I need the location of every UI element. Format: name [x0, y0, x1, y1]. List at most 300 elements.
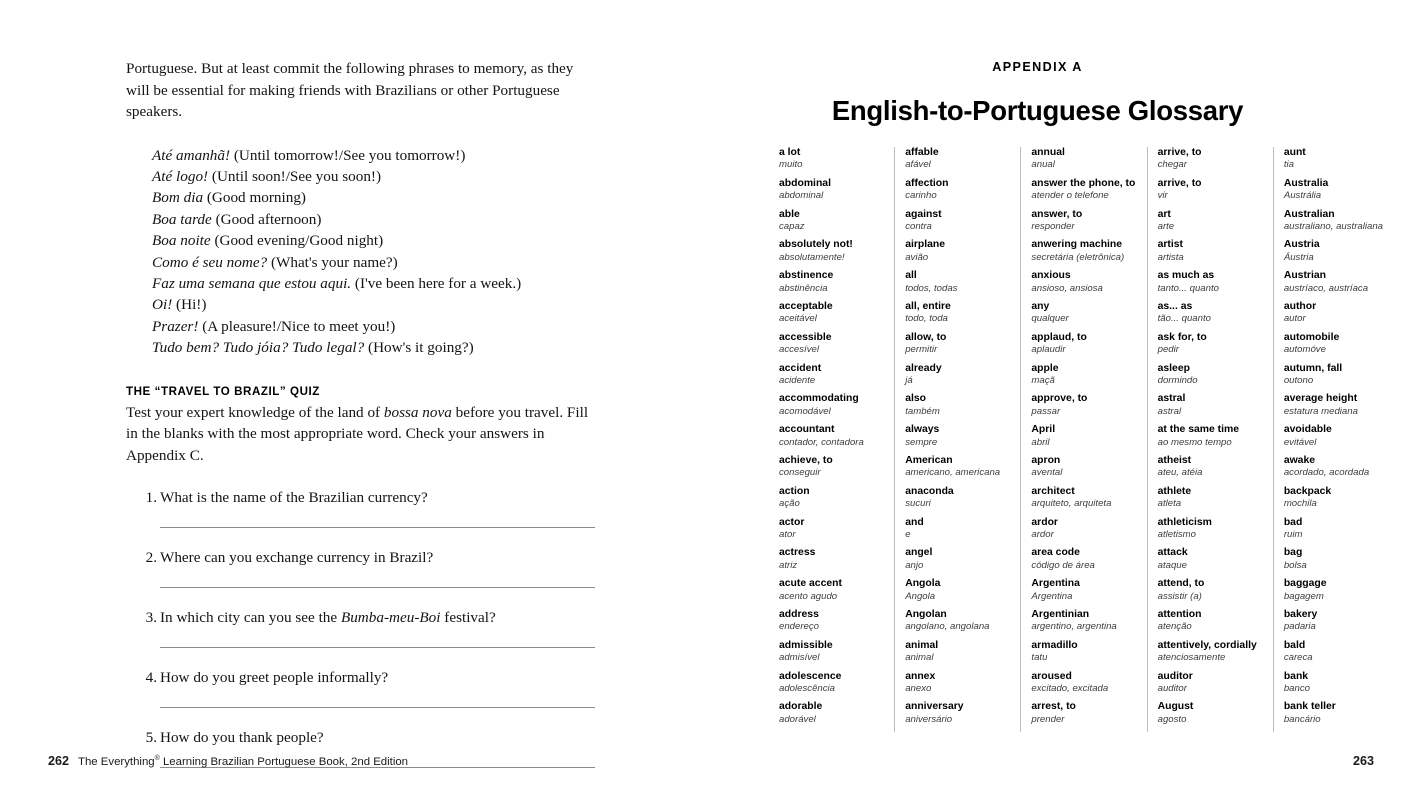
- glossary-entry: [905, 455, 1013, 480]
- glossary-term-portuguese: avião: [905, 251, 929, 263]
- glossary-term-portuguese: artista: [1157, 251, 1184, 263]
- glossary-term-english: avoidable: [1283, 424, 1332, 436]
- phrase-item: [152, 187, 596, 208]
- glossary-term-english: achieve, to: [779, 454, 833, 466]
- glossary-entry: [905, 301, 1013, 326]
- glossary-term-portuguese: ataque: [1157, 559, 1187, 571]
- glossary-term-english: anxious: [1031, 270, 1071, 282]
- phrase-portuguese: Boa tarde: [152, 210, 212, 228]
- glossary-term-portuguese: aceitável: [779, 313, 817, 325]
- phrase-item: [152, 294, 596, 315]
- glossary-term-portuguese: atenciosamente: [1157, 652, 1226, 664]
- quiz-question: [126, 548, 596, 568]
- glossary-term-english: accessible: [779, 331, 832, 343]
- glossary-term-english: bag: [1283, 547, 1303, 559]
- glossary-term-portuguese: arquiteto, arquiteta: [1031, 498, 1112, 510]
- phrase-item: [152, 316, 596, 337]
- book-title-after: Learning Brazilian Portuguese Book, 2nd Edition: [159, 756, 409, 768]
- quiz-question-number: 4.: [145, 669, 157, 687]
- right-page-number: 263: [1352, 754, 1374, 768]
- appendix-label: APPENDIX A: [992, 60, 1083, 74]
- quiz-question: [126, 728, 596, 748]
- left-page-content: [126, 58, 596, 788]
- quiz-question-text: How do you greet people informally?: [160, 669, 389, 687]
- body-paragraph: Portuguese. But at least commit the following phrases to memory, as they will be essential for making friends with Brazilians or other Portuguese speakers.: [126, 60, 574, 120]
- left-page-footer: [48, 754, 408, 768]
- answer-blank-line[interactable]: [160, 587, 595, 588]
- glossary-term-english: always: [905, 424, 940, 436]
- glossary-term-portuguese: bagagem: [1283, 590, 1324, 602]
- glossary-entry: [1284, 424, 1392, 449]
- quiz-question-number: 2.: [145, 549, 157, 567]
- glossary-entry: [1031, 609, 1139, 634]
- quiz-question-number: 1.: [145, 489, 157, 507]
- glossary-entry: [1031, 640, 1139, 665]
- glossary-term-english: Australian: [1283, 208, 1335, 220]
- glossary-entry: [1158, 147, 1266, 172]
- glossary-entry: [905, 578, 1013, 603]
- glossary-entry: [905, 547, 1013, 572]
- glossary-term-english: author: [1283, 300, 1317, 312]
- glossary-entry: [1031, 424, 1139, 449]
- book-title-before: The Everything: [78, 756, 155, 768]
- glossary-term-portuguese: passar: [1031, 405, 1061, 417]
- glossary-entry: [1031, 178, 1139, 203]
- glossary-entry: [1158, 393, 1266, 418]
- glossary-term-english: able: [779, 208, 800, 220]
- glossary-term-english: animal: [905, 639, 939, 651]
- glossary-entry: [1158, 578, 1266, 603]
- glossary-entry: [1158, 363, 1266, 388]
- glossary-entry: [779, 701, 887, 726]
- glossary-entry: [779, 547, 887, 572]
- glossary-term-english: adolescence: [779, 670, 842, 682]
- glossary-term-portuguese: todo, toda: [905, 313, 948, 325]
- phrase-english: (Hi!): [172, 296, 207, 314]
- glossary-term-portuguese: ruim: [1283, 528, 1303, 540]
- answer-blank-line[interactable]: [160, 647, 595, 648]
- quiz-question-italic-term: Bumba-meu-Boi: [340, 609, 441, 627]
- phrase-item: [152, 337, 596, 358]
- glossary-term-portuguese: acordado, acordada: [1283, 467, 1370, 479]
- glossary-term-english: acute accent: [779, 578, 842, 590]
- glossary-term-portuguese: outono: [1283, 374, 1314, 386]
- glossary-term-portuguese: atriz: [779, 559, 798, 571]
- glossary-term-portuguese: tão... quanto: [1157, 313, 1211, 325]
- glossary-term-english: bank teller: [1283, 701, 1336, 713]
- glossary-term-portuguese: sempre: [905, 436, 938, 448]
- glossary-term-english: actress: [779, 547, 816, 559]
- glossary-entry: [1158, 332, 1266, 357]
- glossary-term-portuguese: argentino, argentina: [1031, 621, 1117, 633]
- glossary-entry: [1284, 671, 1392, 696]
- glossary-term-english: answer, to: [1031, 208, 1083, 220]
- glossary-term-portuguese: animal: [905, 652, 934, 664]
- glossary-term-portuguese: bolsa: [1283, 559, 1307, 571]
- glossary-term-english: any: [1031, 300, 1050, 312]
- glossary-entry: [1031, 270, 1139, 295]
- glossary-term-portuguese: Argentina: [1031, 590, 1073, 602]
- glossary-entry: [905, 178, 1013, 203]
- glossary-entry: [1158, 517, 1266, 542]
- glossary-term-portuguese: permitir: [905, 344, 938, 356]
- phrase-portuguese: Prazer!: [152, 317, 199, 335]
- glossary-entry: [1031, 332, 1139, 357]
- glossary-term-portuguese: contador, contadora: [779, 436, 864, 448]
- glossary-term-portuguese: tia: [1283, 159, 1294, 171]
- glossary-entry: [779, 363, 887, 388]
- glossary-term-english: accountant: [779, 424, 835, 436]
- glossary-term-english: abstinence: [779, 270, 834, 282]
- quiz-question: [126, 488, 596, 508]
- glossary-term-english: a lot: [779, 147, 801, 158]
- glossary-term-portuguese: capaz: [779, 221, 805, 232]
- phrase-item: [152, 145, 596, 166]
- glossary-entry: [1284, 547, 1392, 572]
- glossary-entry: [1031, 239, 1139, 264]
- glossary-term-portuguese: australiano, australiana: [1283, 221, 1384, 232]
- glossary-term-english: bad: [1283, 516, 1303, 528]
- glossary-column: [1274, 147, 1399, 732]
- glossary-term-portuguese: agosto: [1157, 713, 1187, 725]
- glossary-term-english: ask for, to: [1157, 331, 1207, 343]
- glossary-grid: [779, 147, 1399, 732]
- answer-blank-line[interactable]: [160, 707, 595, 708]
- glossary-term-portuguese: atletismo: [1157, 528, 1196, 540]
- glossary-entry: [905, 270, 1013, 295]
- glossary-term-english: accident: [779, 362, 822, 374]
- phrase-portuguese: Até logo!: [152, 167, 209, 185]
- glossary-entry: [1031, 671, 1139, 696]
- glossary-term-english: admissible: [779, 639, 833, 651]
- glossary-term-portuguese: prender: [1031, 713, 1065, 725]
- glossary-term-english: April: [1031, 424, 1056, 436]
- glossary-term-portuguese: autor: [1283, 313, 1306, 325]
- glossary-term-portuguese: e: [905, 528, 911, 540]
- glossary-term-portuguese: conseguir: [779, 467, 821, 479]
- glossary-term-english: approve, to: [1031, 393, 1088, 405]
- glossary-entry: [779, 640, 887, 665]
- glossary-term-english: applaud, to: [1031, 331, 1087, 343]
- glossary-entry: [779, 239, 887, 264]
- glossary-term-english: anaconda: [905, 485, 954, 497]
- glossary-term-portuguese: evitável: [1283, 436, 1317, 448]
- glossary-term-english: art: [1157, 208, 1171, 220]
- glossary-entry: [1158, 547, 1266, 572]
- glossary-entry: [1158, 178, 1266, 203]
- quiz-question-text-after: festival?: [440, 609, 496, 627]
- glossary-term-english: affection: [905, 177, 949, 189]
- glossary-term-english: ardor: [1031, 516, 1058, 528]
- phrase-list: [126, 145, 596, 359]
- glossary-term-english: Austrian: [1283, 270, 1326, 282]
- glossary-entry: [779, 455, 887, 480]
- quiz-intro-before: Test your expert knowledge of the land of: [126, 403, 384, 421]
- glossary-entry: [1158, 270, 1266, 295]
- glossary-term-portuguese: accesível: [779, 344, 819, 356]
- glossary-term-portuguese: adolescência: [779, 682, 836, 694]
- phrase-item: [152, 209, 596, 230]
- glossary-term-english: also: [905, 393, 926, 405]
- phrase-english: (I've been here for a week.): [351, 274, 522, 292]
- glossary-term-portuguese: acomodável: [779, 405, 831, 417]
- glossary-term-portuguese: tatu: [1031, 652, 1048, 664]
- glossary-term-english: Angolan: [905, 608, 947, 620]
- glossary-term-english: abdominal: [779, 177, 831, 189]
- glossary-term-portuguese: automóve: [1283, 344, 1326, 356]
- glossary-term-english: action: [779, 485, 810, 497]
- glossary-term-portuguese: qualquer: [1031, 313, 1069, 325]
- glossary-term-english: angel: [905, 547, 933, 559]
- glossary-entry: [1284, 209, 1392, 234]
- glossary-term-english: armadillo: [1031, 639, 1078, 651]
- glossary-term-portuguese: todos, todas: [905, 282, 958, 294]
- glossary-entry: [1158, 239, 1266, 264]
- glossary-term-english: area code: [1031, 547, 1080, 559]
- phrase-item: [152, 252, 596, 273]
- glossary-term-portuguese: código de área: [1031, 559, 1095, 571]
- glossary-term-portuguese: sucuri: [905, 498, 931, 510]
- glossary-entry: [1158, 701, 1266, 726]
- glossary-entry: [1031, 578, 1139, 603]
- glossary-term-portuguese: atleta: [1157, 498, 1182, 510]
- glossary-term-english: baggage: [1283, 578, 1327, 590]
- right-page: [711, 0, 1422, 800]
- glossary-entry: [1031, 547, 1139, 572]
- left-page-number: 262: [48, 754, 70, 768]
- glossary-entry: [905, 147, 1013, 172]
- glossary-term-english: annex: [905, 670, 936, 682]
- glossary-term-portuguese: acento agudo: [779, 590, 838, 602]
- glossary-term-portuguese: endereço: [779, 621, 820, 633]
- glossary-term-portuguese: arte: [1157, 221, 1175, 232]
- glossary-entry: [905, 209, 1013, 234]
- glossary-term-portuguese: contra: [905, 221, 932, 232]
- glossary-entry: [779, 301, 887, 326]
- glossary-term-portuguese: absolutamente!: [779, 251, 845, 263]
- glossary-term-portuguese: ação: [779, 498, 800, 510]
- glossary-term-portuguese: austríaco, austríaca: [1283, 282, 1369, 294]
- glossary-term-english: attentively, cordially: [1157, 639, 1257, 651]
- glossary-entry: [1031, 363, 1139, 388]
- glossary-term-portuguese: já: [905, 374, 913, 386]
- glossary-entry: [779, 578, 887, 603]
- glossary-term-portuguese: abril: [1031, 436, 1050, 448]
- glossary-entry: [779, 517, 887, 542]
- glossary-term-english: Argentina: [1031, 578, 1080, 590]
- quiz-question-text: Where can you exchange currency in Brazil?: [160, 549, 434, 567]
- phrase-portuguese: Bom dia: [152, 189, 204, 207]
- glossary-term-english: attention: [1157, 608, 1202, 620]
- glossary-term-english: airplane: [905, 239, 946, 251]
- glossary-column: [1021, 147, 1147, 732]
- glossary-term-english: atheist: [1157, 454, 1192, 466]
- glossary-entry: [779, 609, 887, 634]
- glossary-entry: [779, 671, 887, 696]
- glossary-entry: [1284, 363, 1392, 388]
- glossary-entry: [905, 424, 1013, 449]
- trademark-symbol: ®: [154, 755, 160, 763]
- glossary-entry: [1284, 301, 1392, 326]
- glossary-term-portuguese: Áustria: [1283, 251, 1314, 263]
- glossary-entry: [1284, 239, 1392, 264]
- glossary-term-english: automobile: [1283, 331, 1340, 343]
- quiz-intro: [126, 402, 596, 467]
- glossary-term-portuguese: responder: [1031, 221, 1075, 232]
- glossary-term-english: Austria: [1283, 239, 1320, 251]
- glossary-term-portuguese: estatura mediana: [1283, 405, 1358, 417]
- glossary-term-english: Angola: [905, 578, 941, 590]
- glossary-term-portuguese: atender o telefone: [1031, 190, 1109, 202]
- glossary-term-english: absolutely not!: [779, 239, 853, 251]
- glossary-term-english: address: [779, 608, 819, 620]
- glossary-term-portuguese: avental: [1031, 467, 1063, 479]
- glossary-term-english: allow, to: [905, 331, 947, 343]
- glossary-term-portuguese: anjo: [905, 559, 924, 571]
- quiz-question-number: 3.: [145, 609, 157, 627]
- glossary-term-english: bald: [1283, 639, 1306, 651]
- glossary-entry: [1158, 209, 1266, 234]
- phrase-english: (What's your name?): [267, 253, 398, 271]
- glossary-column: [1148, 147, 1274, 732]
- glossary-term-portuguese: pedir: [1157, 344, 1179, 356]
- glossary-entry: [1284, 701, 1392, 726]
- glossary-entry: [1158, 424, 1266, 449]
- quiz-question: [126, 668, 596, 688]
- glossary-term-portuguese: padaria: [1283, 621, 1316, 633]
- phrase-english: (Good afternoon): [211, 210, 322, 228]
- glossary-term-portuguese: adorável: [779, 713, 816, 725]
- glossary-entry: [1158, 455, 1266, 480]
- glossary-term-english: annual: [1031, 147, 1065, 158]
- glossary-term-english: arrest, to: [1031, 701, 1076, 713]
- quiz-question-list: [126, 488, 596, 768]
- phrase-english: (How's it going?): [364, 339, 474, 357]
- glossary-term-english: Argentinian: [1031, 608, 1090, 620]
- phrase-portuguese: Como é seu nome?: [152, 253, 268, 271]
- glossary-entry: [1158, 486, 1266, 511]
- glossary-entry: [1031, 517, 1139, 542]
- glossary-entry: [779, 270, 887, 295]
- glossary-term-portuguese: ateu, atéia: [1157, 467, 1203, 479]
- glossary-term-english: backpack: [1283, 485, 1332, 497]
- glossary-entry: [1284, 455, 1392, 480]
- glossary-entry: [905, 239, 1013, 264]
- glossary-term-portuguese: anexo: [905, 682, 932, 694]
- glossary-term-english: bank: [1283, 670, 1309, 682]
- glossary-term-portuguese: carinho: [905, 190, 937, 202]
- glossary-term-english: and: [905, 516, 924, 528]
- glossary-entry: [779, 178, 887, 203]
- glossary-term-portuguese: ator: [779, 528, 796, 540]
- glossary-term-english: as much as: [1157, 270, 1215, 282]
- glossary-term-english: accommodating: [779, 393, 859, 405]
- glossary-term-english: athleticism: [1157, 516, 1212, 528]
- phrase-english: (A pleasure!/Nice to meet you!): [198, 317, 396, 335]
- glossary-term-english: autumn, fall: [1283, 362, 1343, 374]
- glossary-term-english: arrive, to: [1157, 177, 1202, 189]
- glossary-term-portuguese: ardor: [1031, 528, 1054, 540]
- page-title: English-to-Portuguese Glossary: [831, 95, 1244, 126]
- phrase-english: (Good evening/Good night): [210, 232, 384, 250]
- glossary-column: [779, 147, 895, 732]
- glossary-column: [895, 147, 1021, 732]
- quiz-question-number: 5.: [145, 729, 157, 747]
- glossary-entry: [1284, 578, 1392, 603]
- glossary-term-portuguese: astral: [1157, 405, 1182, 417]
- phrase-english: (Until tomorrow!/See you tomorrow!): [230, 146, 466, 164]
- glossary-term-english: affable: [905, 147, 939, 158]
- glossary-term-portuguese: abdominal: [779, 190, 824, 202]
- phrase-portuguese: Boa noite: [152, 232, 211, 250]
- phrase-item: [152, 230, 596, 251]
- glossary-term-english: apple: [1031, 362, 1059, 374]
- phrase-english: (Until soon!/See you soon!): [208, 167, 382, 185]
- glossary-entry: [1031, 301, 1139, 326]
- phrase-english: (Good morning): [203, 189, 306, 207]
- glossary-term-portuguese: Austrália: [1283, 190, 1322, 202]
- glossary-term-portuguese: careca: [1283, 652, 1313, 664]
- glossary-entry: [1284, 517, 1392, 542]
- glossary-entry: [905, 609, 1013, 634]
- glossary-entry: [905, 671, 1013, 696]
- glossary-entry: [905, 517, 1013, 542]
- glossary-term-portuguese: maçã: [1031, 374, 1055, 386]
- glossary-entry: [905, 701, 1013, 726]
- glossary-term-english: answer the phone, to: [1031, 177, 1136, 189]
- glossary-term-english: artist: [1157, 239, 1184, 251]
- quiz-heading: THE “TRAVEL TO BRAZIL” QUIZ: [126, 384, 320, 398]
- glossary-term-portuguese: dormindo: [1157, 374, 1198, 386]
- glossary-term-portuguese: mochila: [1283, 498, 1317, 510]
- glossary-term-portuguese: aniversário: [905, 713, 953, 725]
- answer-blank-line[interactable]: [160, 527, 595, 528]
- glossary-entry: [1284, 486, 1392, 511]
- glossary-term-english: acceptable: [779, 300, 833, 312]
- glossary-term-english: astral: [1157, 393, 1186, 405]
- glossary-term-portuguese: bancário: [1283, 713, 1321, 725]
- glossary-entry: [905, 363, 1013, 388]
- glossary-entry: [1284, 178, 1392, 203]
- quiz-intro-italic: bossa nova: [383, 403, 452, 421]
- glossary-entry: [1158, 301, 1266, 326]
- glossary-term-portuguese: atenção: [1157, 621, 1192, 633]
- glossary-entry: [1031, 147, 1139, 172]
- glossary-term-english: already: [905, 362, 942, 374]
- glossary-term-portuguese: tanto... quanto: [1157, 282, 1219, 294]
- glossary-term-portuguese: abstinência: [779, 282, 828, 294]
- glossary-term-portuguese: aplaudir: [1031, 344, 1066, 356]
- glossary-term-portuguese: ansioso, ansiosa: [1031, 282, 1103, 294]
- glossary-entry: [1031, 393, 1139, 418]
- quiz-intro-after: before you travel. Fill in the blanks with the most appropriate word. Check your answers in Appendix C.: [126, 403, 589, 464]
- glossary-entry: [1031, 209, 1139, 234]
- glossary-term-english: average height: [1283, 393, 1358, 405]
- glossary-entry: [1284, 393, 1392, 418]
- glossary-term-portuguese: americano, americana: [905, 467, 1001, 479]
- glossary-term-english: aunt: [1283, 147, 1306, 158]
- glossary-entry: [905, 332, 1013, 357]
- glossary-term-english: attend, to: [1157, 578, 1205, 590]
- phrase-portuguese: Faz uma semana que estou aqui.: [152, 274, 352, 292]
- glossary-term-english: against: [905, 208, 942, 220]
- glossary-term-portuguese: assistir (a): [1157, 590, 1202, 602]
- glossary-term-english: bakery: [1283, 608, 1318, 620]
- glossary-term-english: aroused: [1031, 670, 1072, 682]
- glossary-entry: [1284, 147, 1392, 172]
- phrase-item: [152, 273, 596, 294]
- glossary-term-english: attack: [1157, 547, 1188, 559]
